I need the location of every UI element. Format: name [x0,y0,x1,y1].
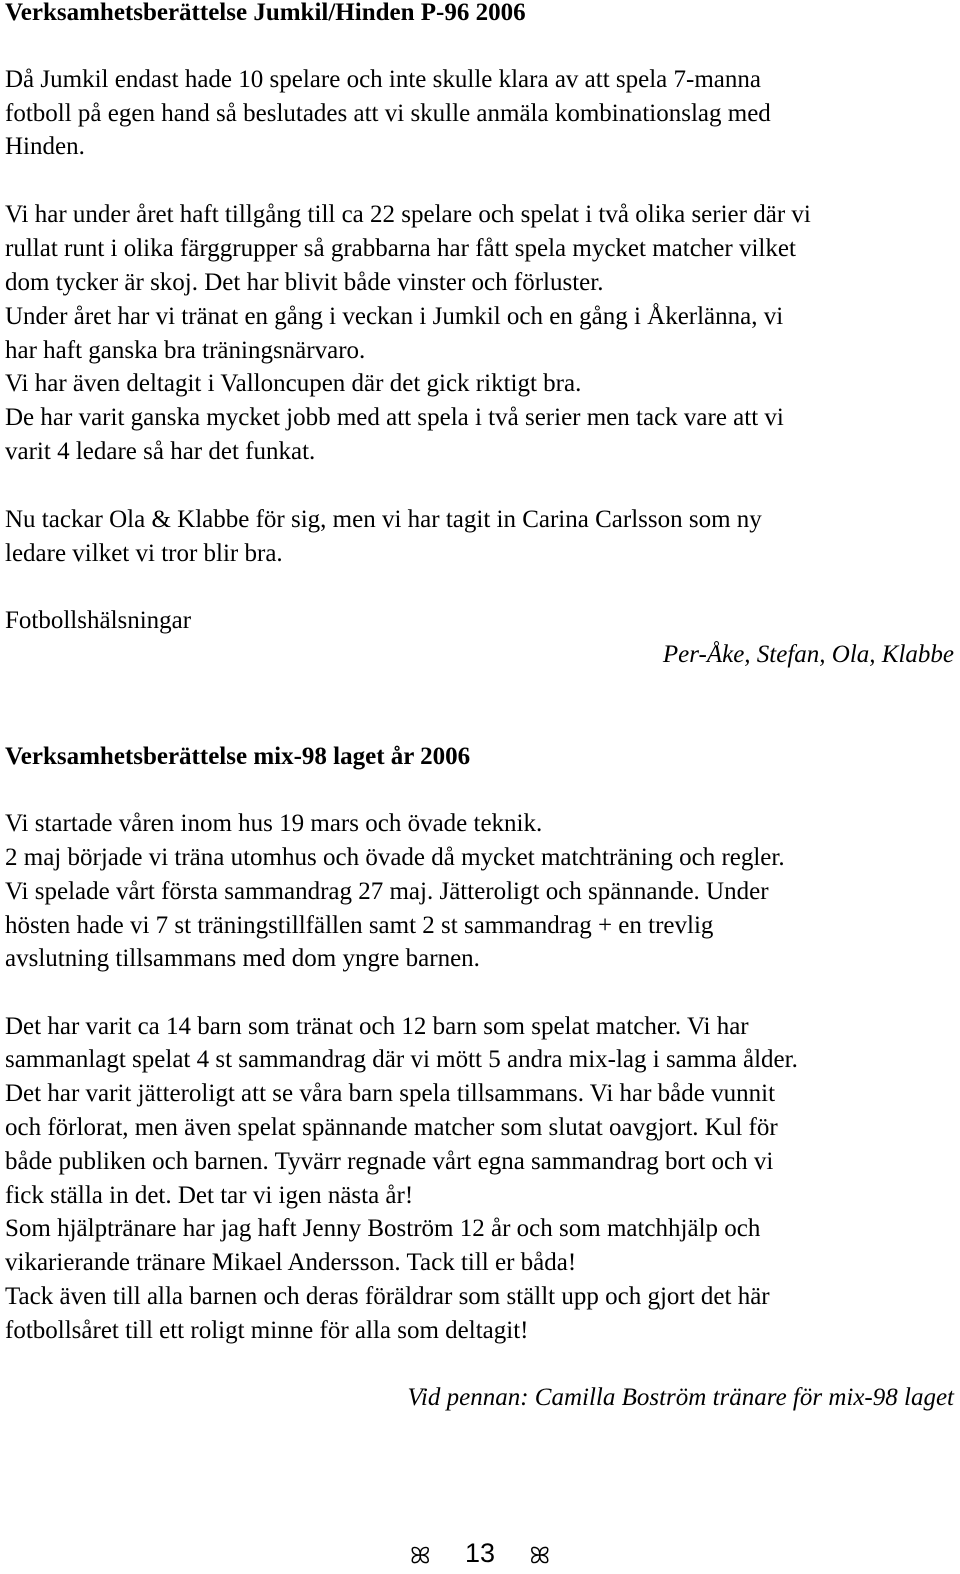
section1-line: Hinden. [5,133,85,160]
section1-line: rullat runt i olika färggrupper så grabbarna har fått spela mycket matcher vilket [5,235,796,262]
section1-line: Vi har även deltagit i Valloncupen där det gick riktigt bra. [5,370,582,397]
section1-line: varit 4 ledare så har det funkat. [5,438,316,465]
fleuron-icon: ꕤ [406,1544,435,1565]
section2-line: Som hjälptränare har jag haft Jenny Boström 12 år och som matchhjälp och [5,1215,761,1242]
section2-line: Tack även till alla barnen och deras föräldrar som ställt upp och gjort det här [5,1283,770,1310]
section1-line: ledare vilket vi tror blir bra. [5,540,283,567]
section2-line: både publiken och barnen. Tyvärr regnade vårt egna sammandrag bort och vi [5,1148,774,1175]
section2-heading: Verksamhetsberättelse mix-98 laget år 2006 [5,743,471,770]
section2-line: vikarierande tränare Mikael Andersson. Tack till er båda! [5,1249,577,1276]
section2-line: fick ställa in det. Det tar vi igen nästa år! [5,1182,414,1209]
page-footer [0,1534,960,1572]
section1-line: Nu tackar Ola & Klabbe för sig, men vi har tagit in Carina Carlsson som ny [5,506,762,533]
section1-line: Vi har under året haft tillgång till ca 22 spelare och spelat i två olika serier där vi [5,201,811,228]
section1-line: har haft ganska bra träningsnärvaro. [5,337,366,364]
section2-line: 2 maj började vi träna utomhus och övade då mycket matchträning och regler. [5,844,785,871]
section1-line: De har varit ganska mycket jobb med att spela i två serier men tack vare att vi [5,404,784,431]
section1-line: Under året har vi tränat en gång i veckan i Jumkil och en gång i Åkerlänna, vi [5,303,784,330]
section2-line: Vi spelade vårt första sammandrag 27 maj. Jätteroligt och spännande. Under [5,878,769,905]
section1-line: dom tycker är skoj. Det har blivit både vinster och förluster. [5,269,604,296]
section1-signature: Per-Åke, Stefan, Ola, Klabbe [662,641,954,668]
section2-line: Det har varit ca 14 barn som tränat och 12 barn som spelat matcher. Vi har [5,1013,749,1040]
section1-line: fotboll på egen hand så beslutades att vi skulle anmäla kombinationslag med [5,100,771,127]
section2-signature: Vid pennan: Camilla Boström tränare för mix-98 laget [407,1384,954,1411]
closing-greeting: Fotbollshälsningar [5,607,192,634]
page-number: 13 [464,1538,496,1568]
section2-line: Det har varit jätteroligt att se våra barn spela tillsammans. Vi har både vunnit [5,1080,776,1107]
section2-line: Vi startade våren inom hus 19 mars och övade teknik. [5,810,543,837]
section1-line: Då Jumkil endast hade 10 spelare och inte skulle klara av att spela 7-manna [5,66,761,93]
section2-line: sammanlagt spelat 4 st sammandrag där vi mött 5 andra mix-lag i samma ålder. [5,1046,798,1073]
fleuron-icon: ꕤ [525,1544,553,1565]
section2-line: fotbollsåret till ett roligt minne för alla som deltagit! [5,1317,529,1344]
section2-line: avslutning tillsammans med dom yngre barnen. [5,945,480,972]
section2-line: hösten hade vi 7 st träningstillfällen samt 2 st sammandrag + en trevlig [5,912,714,939]
section2-line: och förlorat, men även spelat spännande matcher som slutat oavgjort. Kul för [5,1114,778,1141]
section1-heading: Verksamhetsberättelse Jumkil/Hinden P-96 2006 [5,0,526,26]
